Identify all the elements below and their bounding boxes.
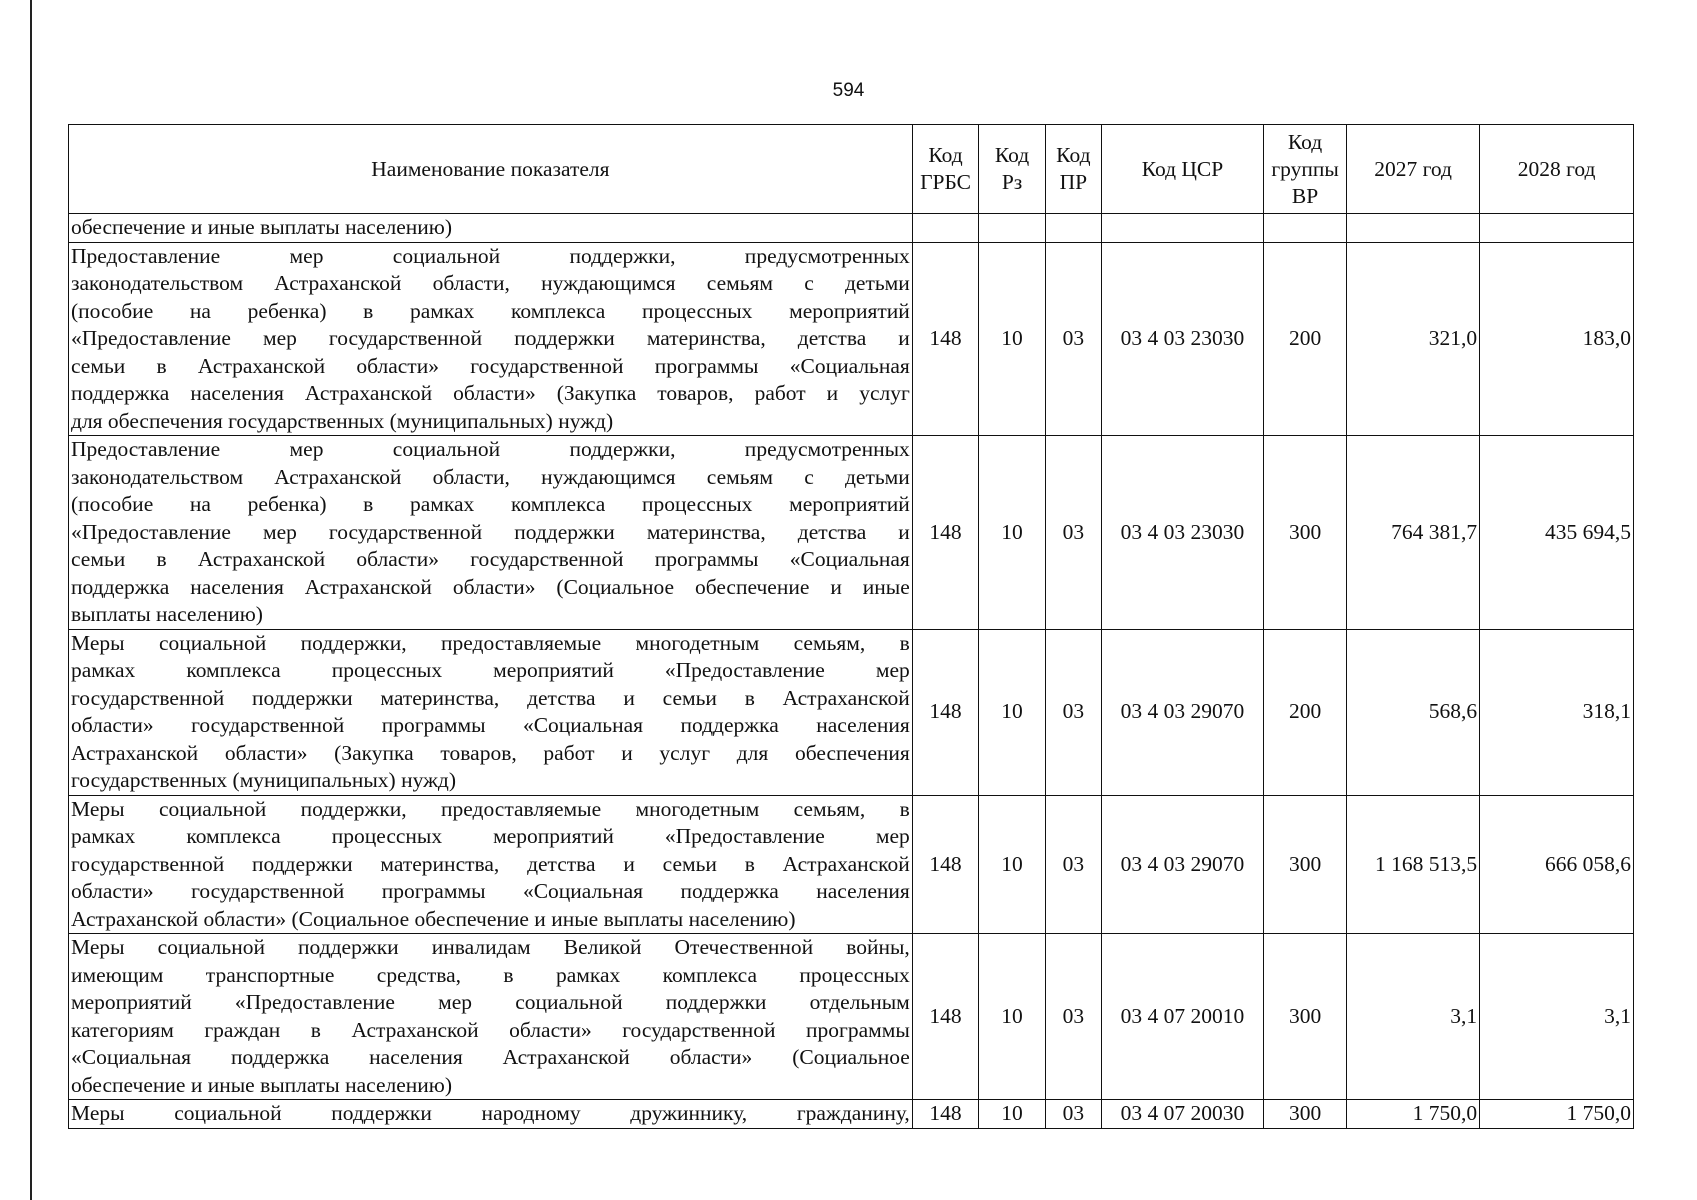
- row-vr: 200: [1264, 629, 1347, 795]
- row-grbs: 148: [912, 1100, 979, 1129]
- row-pr: 03: [1045, 436, 1101, 630]
- row-name-line: государственной поддержки материнства, детства и семьи в Астраханской: [71, 851, 910, 876]
- row-2027-value: 321,0: [1347, 242, 1480, 436]
- row-name: [69, 934, 913, 1100]
- budget-table: [68, 124, 1634, 1129]
- header-grbs-line2: ГРБС: [920, 170, 972, 194]
- header-vr-line1: Код: [1287, 129, 1323, 154]
- row-csr: 03 4 03 23030: [1101, 242, 1263, 436]
- table-row-continuation: [69, 214, 1634, 243]
- row-name-line: Меры социальной поддержки, предоставляемые многодетным семьям, в: [71, 630, 910, 655]
- table-row: [69, 1100, 1634, 1129]
- row-name: [69, 629, 913, 795]
- header-rz-line1: Код: [994, 143, 1030, 167]
- row-2028-value: 183,0: [1480, 242, 1634, 436]
- row-2028-value: 1 750,0: [1480, 1100, 1634, 1129]
- row-pr: 03: [1045, 1100, 1101, 1129]
- row-cell-empty: [1045, 214, 1101, 243]
- row-name: [69, 214, 913, 243]
- table-header-row: [69, 125, 1634, 214]
- row-name-line: обеспечение и иные выплаты населению): [71, 1072, 453, 1097]
- row-name-text: обеспечение и иные выплаты населению): [71, 215, 453, 239]
- row-cell-empty: [979, 214, 1046, 243]
- row-rz: 10: [979, 934, 1046, 1100]
- row-cell-empty: [912, 214, 979, 243]
- header-name: Наименование показателя: [69, 125, 913, 214]
- page-number: 594: [832, 80, 865, 101]
- header-2028: 2028 год: [1480, 125, 1634, 214]
- row-name-line: Меры социальной поддержки народному дружиннику, гражданину,: [71, 1101, 910, 1125]
- row-2028-value: 435 694,5: [1480, 436, 1634, 630]
- row-rz: 10: [979, 1100, 1046, 1129]
- row-name: [69, 242, 913, 436]
- row-rz: 10: [979, 795, 1046, 934]
- row-vr: 300: [1264, 934, 1347, 1100]
- row-name-line: «Предоставление мер государственной поддержки материнства, детства и: [71, 519, 910, 544]
- row-name-line: области» государственной программы «Социальная поддержка населения: [71, 713, 910, 737]
- row-name-line: области» государственной программы «Социальная поддержка населения: [71, 879, 910, 903]
- row-pr: 03: [1045, 629, 1101, 795]
- row-vr: 300: [1264, 1100, 1347, 1129]
- row-grbs: 148: [912, 629, 979, 795]
- row-name-line: поддержка населения Астраханской области» (Закупка товаров, работ и услуг: [71, 381, 910, 405]
- page-margin-line: [30, 0, 32, 1200]
- header-csr: Код ЦСР: [1101, 125, 1263, 214]
- row-name-line: Астраханской области» (Социальное обеспечение и иные выплаты населению): [71, 906, 796, 931]
- row-2027-value: 764 381,7: [1347, 436, 1480, 630]
- row-grbs: 148: [912, 934, 979, 1100]
- row-vr: 200: [1264, 242, 1347, 436]
- row-2028-value: 666 058,6: [1480, 795, 1634, 934]
- row-csr: 03 4 03 29070: [1101, 629, 1263, 795]
- row-csr: 03 4 03 29070: [1101, 795, 1263, 934]
- table-row: [69, 795, 1634, 934]
- table-row: [69, 242, 1634, 436]
- row-name-line: семьи в Астраханской области» государственной программы «Социальная: [71, 353, 910, 378]
- row-name-line: мероприятий «Предоставление мер социальной поддержки отдельным: [71, 990, 910, 1014]
- row-name-line: Предоставление мер социальной поддержки, предусмотренных: [71, 437, 910, 461]
- header-rz: [979, 125, 1046, 214]
- header-vr: [1264, 125, 1347, 214]
- row-name-line: государственных (муниципальных) нужд): [71, 768, 457, 792]
- row-2027-value: 1 168 513,5: [1347, 795, 1480, 934]
- row-name-line: государственной поддержки материнства, детства и семьи в Астраханской: [71, 685, 910, 710]
- row-name-line: Астраханской области» (Закупка товаров, работ и услуг для обеспечения: [71, 740, 910, 765]
- table-row: [69, 436, 1634, 630]
- row-pr: 03: [1045, 934, 1101, 1100]
- row-name-line: (пособие на ребенка) в рамках комплекса процессных мероприятий: [71, 492, 910, 516]
- header-pr: [1045, 125, 1101, 214]
- header-2027: 2027 год: [1347, 125, 1480, 214]
- row-grbs: 148: [912, 795, 979, 934]
- row-name: [69, 436, 913, 630]
- row-2028-value: 318,1: [1480, 629, 1634, 795]
- row-pr: 03: [1045, 795, 1101, 934]
- row-2028-value: 3,1: [1480, 934, 1634, 1100]
- row-pr: 03: [1045, 242, 1101, 436]
- row-cell-empty: [1480, 214, 1634, 243]
- row-vr: 300: [1264, 436, 1347, 630]
- header-vr-line2: группы: [1271, 156, 1339, 181]
- row-name-line: категориям граждан в Астраханской области» государственной программы: [71, 1017, 910, 1042]
- row-cell-empty: [1347, 214, 1480, 243]
- row-name-line: «Социальная поддержка населения Астраханской области» (Социальное: [71, 1045, 910, 1069]
- row-name-line: законодательством Астраханской области, нуждающимся семьям с детьми: [71, 464, 910, 489]
- row-cell-empty: [1101, 214, 1263, 243]
- row-name-line: рамках комплекса процессных мероприятий «Предоставление мер: [71, 658, 910, 682]
- table-row: [69, 934, 1634, 1100]
- row-csr: 03 4 07 20010: [1101, 934, 1263, 1100]
- row-2027-value: 568,6: [1347, 629, 1480, 795]
- row-rz: 10: [979, 436, 1046, 630]
- table-row: [69, 629, 1634, 795]
- row-2027-value: 3,1: [1347, 934, 1480, 1100]
- row-rz: 10: [979, 242, 1046, 436]
- row-name-line: выплаты населению): [71, 602, 263, 626]
- row-name: [69, 1100, 913, 1129]
- row-name-line: семьи в Астраханской области» государственной программы «Социальная: [71, 547, 910, 571]
- header-rz-line2: Рз: [1001, 170, 1023, 194]
- row-csr: 03 4 07 20030: [1101, 1100, 1263, 1129]
- row-grbs: 148: [912, 436, 979, 630]
- header-pr-line2: ПР: [1059, 170, 1088, 194]
- row-csr: 03 4 03 23030: [1101, 436, 1263, 630]
- row-name-line: законодательством Астраханской области, нуждающимся семьям с детьми: [71, 271, 910, 295]
- row-name-line: «Предоставление мер государственной поддержки материнства, детства и: [71, 326, 910, 350]
- row-rz: 10: [979, 629, 1046, 795]
- header-grbs: [912, 125, 979, 214]
- row-grbs: 148: [912, 242, 979, 436]
- row-cell-empty: [1264, 214, 1347, 243]
- row-2027-value: 1 750,0: [1347, 1100, 1480, 1129]
- header-grbs-line1: Код: [928, 143, 963, 167]
- row-name-line: рамках комплекса процессных мероприятий «Предоставление мер: [71, 824, 910, 848]
- row-name-line: Меры социальной поддержки, предоставляемые многодетным семьям, в: [71, 796, 910, 821]
- row-name-line: для обеспечения государственных (муниципальных) нужд): [71, 408, 614, 433]
- row-name-line: Предоставление мер социальной поддержки, предусмотренных: [71, 243, 910, 268]
- row-name-line: (пособие на ребенка) в рамках комплекса процессных мероприятий: [71, 298, 910, 323]
- row-name: [69, 795, 913, 934]
- row-name-line: Меры социальной поддержки инвалидам Великой Отечественной войны,: [71, 935, 910, 959]
- row-name-line: поддержка населения Астраханской области» (Социальное обеспечение и иные: [71, 574, 910, 599]
- row-vr: 300: [1264, 795, 1347, 934]
- row-name-line: имеющим транспортные средства, в рамках комплекса процессных: [71, 962, 910, 987]
- header-pr-line1: Код: [1056, 143, 1091, 167]
- header-vr-line3: ВР: [1291, 183, 1319, 208]
